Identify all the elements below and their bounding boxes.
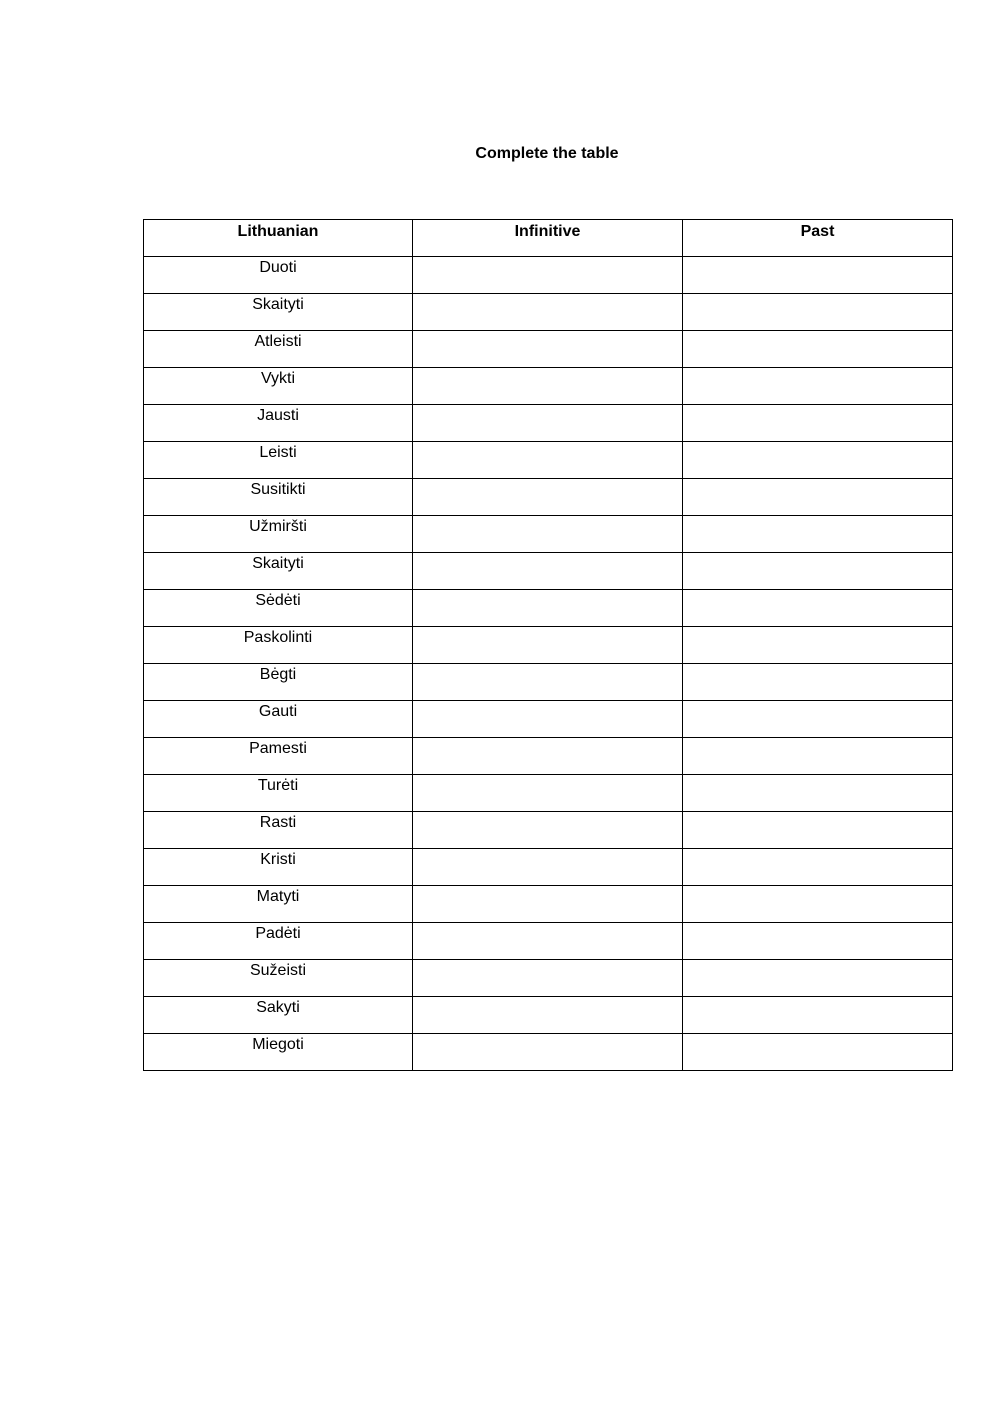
infinitive-answer-cell[interactable]: [413, 923, 683, 960]
table-row: [144, 886, 953, 923]
table-row: [144, 701, 953, 738]
past-answer-cell[interactable]: [683, 1034, 953, 1071]
infinitive-answer-cell[interactable]: [413, 775, 683, 812]
table-row: [144, 590, 953, 627]
table-row: [144, 405, 953, 442]
table-row: [144, 812, 953, 849]
infinitive-answer-cell[interactable]: [413, 997, 683, 1034]
infinitive-answer-cell[interactable]: [413, 627, 683, 664]
column-header-infinitive: Infinitive: [413, 220, 683, 257]
lithuanian-word-cell: Skaityti: [144, 553, 413, 590]
past-answer-cell[interactable]: [683, 368, 953, 405]
infinitive-answer-cell[interactable]: [413, 331, 683, 368]
past-answer-cell[interactable]: [683, 664, 953, 701]
infinitive-answer-cell[interactable]: [413, 590, 683, 627]
lithuanian-word-cell: Turėti: [144, 775, 413, 812]
lithuanian-word-cell: Pamesti: [144, 738, 413, 775]
lithuanian-word-cell: Atleisti: [144, 331, 413, 368]
lithuanian-word-cell: Kristi: [144, 849, 413, 886]
lithuanian-word-cell: Paskolinti: [144, 627, 413, 664]
table-row: [144, 368, 953, 405]
table-body: [144, 257, 953, 1071]
past-answer-cell[interactable]: [683, 701, 953, 738]
past-answer-cell[interactable]: [683, 257, 953, 294]
table-row: [144, 775, 953, 812]
lithuanian-word-cell: Matyti: [144, 886, 413, 923]
infinitive-answer-cell[interactable]: [413, 738, 683, 775]
table-row: [144, 849, 953, 886]
past-answer-cell[interactable]: [683, 997, 953, 1034]
table-row: [144, 442, 953, 479]
infinitive-answer-cell[interactable]: [413, 812, 683, 849]
past-answer-cell[interactable]: [683, 886, 953, 923]
lithuanian-word-cell: Leisti: [144, 442, 413, 479]
past-answer-cell[interactable]: [683, 738, 953, 775]
table-header-row: [144, 220, 953, 257]
infinitive-answer-cell[interactable]: [413, 405, 683, 442]
table-row: [144, 738, 953, 775]
lithuanian-word-cell: Susitikti: [144, 479, 413, 516]
lithuanian-word-cell: Skaityti: [144, 294, 413, 331]
past-answer-cell[interactable]: [683, 516, 953, 553]
lithuanian-word-cell: Sėdėti: [144, 590, 413, 627]
lithuanian-word-cell: Rasti: [144, 812, 413, 849]
infinitive-answer-cell[interactable]: [413, 664, 683, 701]
infinitive-answer-cell[interactable]: [413, 960, 683, 997]
table-row: [144, 257, 953, 294]
page-title: Complete the table: [475, 145, 619, 162]
table-row: [144, 331, 953, 368]
lithuanian-word-cell: Sakyti: [144, 997, 413, 1034]
table-row: [144, 997, 953, 1034]
table-row: [144, 1034, 953, 1071]
lithuanian-word-cell: Vykti: [144, 368, 413, 405]
lithuanian-word-cell: Užmiršti: [144, 516, 413, 553]
past-answer-cell[interactable]: [683, 960, 953, 997]
infinitive-answer-cell[interactable]: [413, 1034, 683, 1071]
table-row: [144, 664, 953, 701]
infinitive-answer-cell[interactable]: [413, 886, 683, 923]
lithuanian-word-cell: Gauti: [144, 701, 413, 738]
past-answer-cell[interactable]: [683, 331, 953, 368]
past-answer-cell[interactable]: [683, 849, 953, 886]
lithuanian-word-cell: Bėgti: [144, 664, 413, 701]
past-answer-cell[interactable]: [683, 627, 953, 664]
past-answer-cell[interactable]: [683, 294, 953, 331]
infinitive-answer-cell[interactable]: [413, 849, 683, 886]
infinitive-answer-cell[interactable]: [413, 553, 683, 590]
infinitive-answer-cell[interactable]: [413, 701, 683, 738]
infinitive-answer-cell[interactable]: [413, 368, 683, 405]
column-header-lithuanian: Lithuanian: [144, 220, 413, 257]
past-answer-cell[interactable]: [683, 442, 953, 479]
past-answer-cell[interactable]: [683, 405, 953, 442]
lithuanian-word-cell: Sužeisti: [144, 960, 413, 997]
past-answer-cell[interactable]: [683, 479, 953, 516]
past-answer-cell[interactable]: [683, 812, 953, 849]
past-answer-cell[interactable]: [683, 590, 953, 627]
table-row: [144, 923, 953, 960]
table-row: [144, 516, 953, 553]
lithuanian-word-cell: Padėti: [144, 923, 413, 960]
infinitive-answer-cell[interactable]: [413, 442, 683, 479]
table-row: [144, 627, 953, 664]
table-row: [144, 553, 953, 590]
infinitive-answer-cell[interactable]: [413, 516, 683, 553]
table-row: [144, 960, 953, 997]
infinitive-answer-cell[interactable]: [413, 257, 683, 294]
past-answer-cell[interactable]: [683, 775, 953, 812]
past-answer-cell[interactable]: [683, 553, 953, 590]
column-header-past: Past: [683, 220, 953, 257]
table-row: [144, 479, 953, 516]
past-answer-cell[interactable]: [683, 923, 953, 960]
infinitive-answer-cell[interactable]: [413, 294, 683, 331]
lithuanian-word-cell: Jausti: [144, 405, 413, 442]
table-row: [144, 294, 953, 331]
infinitive-answer-cell[interactable]: [413, 479, 683, 516]
lithuanian-word-cell: Miegoti: [144, 1034, 413, 1071]
lithuanian-word-cell: Duoti: [144, 257, 413, 294]
verb-table: [143, 219, 953, 1071]
